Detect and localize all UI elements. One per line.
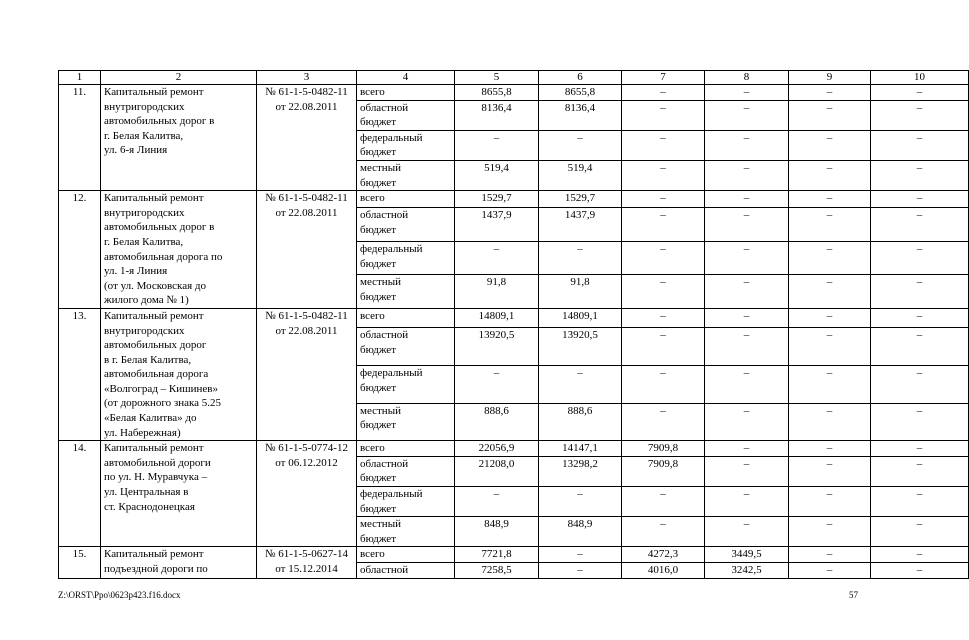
value-cell: – xyxy=(455,365,539,403)
rows.4.object-line: Капитальный ремонт xyxy=(104,548,204,561)
value-cell: 7721,8 xyxy=(455,547,539,563)
rows.2.object-line: внутригородских xyxy=(104,324,185,337)
value-cell: – xyxy=(871,130,969,160)
rows.3.sub.2.src-line: федеральный xyxy=(360,488,423,501)
value-cell: – xyxy=(871,365,969,403)
funding-source xyxy=(357,403,455,441)
value-cell: – xyxy=(789,563,871,579)
rows.1.sub.1.src-line: бюджет xyxy=(360,224,396,237)
col-header-3: 3 xyxy=(257,71,357,85)
value-cell: – xyxy=(789,365,871,403)
rows.2.sub.2.src-line: бюджет xyxy=(360,381,396,394)
rows.1.object-line: г. Белая Калитва, xyxy=(104,235,184,248)
rows.1.sub.0.src-line: всего xyxy=(360,192,385,205)
object-description xyxy=(101,547,257,578)
rows.3.sub.1.src-line: областной xyxy=(360,457,409,470)
rows.1.doc-line: от 22.08.2011 xyxy=(275,206,338,219)
rows.1.object-line: (от ул. Московская до xyxy=(104,279,207,292)
rows.0.object-line: Капитальный ремонт xyxy=(104,86,204,98)
rows.2.sub.3.src-line: бюджет xyxy=(360,419,396,432)
value-cell: – xyxy=(622,208,705,241)
value-cell: 7909,8 xyxy=(622,441,705,457)
value-cell: – xyxy=(789,130,871,160)
rows.3.sub.0.src-line: всего xyxy=(360,442,385,455)
rows.1.sub.3.src-line: бюджет xyxy=(360,291,396,303)
funding-source xyxy=(357,487,455,517)
budget-table xyxy=(58,70,969,579)
funding-source xyxy=(357,456,455,486)
rows.1.object-line: жилого дома № 1) xyxy=(104,294,189,307)
value-cell: – xyxy=(622,275,705,309)
value-cell: – xyxy=(871,487,969,517)
rows.0.doc-line: № 61-1-5-0482-11 xyxy=(265,86,348,98)
rows.1.object-line: ул. 1-я Линия xyxy=(104,265,168,278)
value-cell: 4016,0 xyxy=(622,563,705,579)
rows.2.doc-line: от 22.08.2011 xyxy=(275,324,338,337)
value-cell: – xyxy=(539,241,622,274)
footer-file-path: Z:\ORST\Ppo\0623p423.f16.docx xyxy=(58,590,181,600)
value-cell: 8655,8 xyxy=(455,85,539,101)
rows.1.sub.3.src-line: местный xyxy=(360,276,401,289)
value-cell: – xyxy=(705,403,789,441)
rows.2.sub.2.src-line: федеральный xyxy=(360,366,423,379)
value-cell: 14147,1 xyxy=(539,441,622,457)
value-cell: – xyxy=(539,547,622,563)
object-description xyxy=(101,308,257,440)
value-cell: – xyxy=(622,191,705,208)
value-cell: – xyxy=(705,130,789,160)
funding-source xyxy=(357,441,455,457)
rows.3.object-line: Капитальный ремонт xyxy=(104,442,204,455)
value-cell: 519,4 xyxy=(539,160,622,190)
value-cell: – xyxy=(871,160,969,190)
value-cell: 848,9 xyxy=(539,517,622,547)
value-cell: – xyxy=(871,456,969,486)
value-cell: 8136,4 xyxy=(539,100,622,130)
rows.2.object-line: «Волгоград – Кишинев» xyxy=(104,382,218,395)
rows.3.object-line: автомобильной дороги xyxy=(104,456,211,469)
funding-source xyxy=(357,100,455,130)
value-cell: – xyxy=(871,517,969,547)
value-cell: – xyxy=(871,441,969,457)
table-row xyxy=(59,547,969,563)
value-cell: 888,6 xyxy=(455,403,539,441)
value-cell: – xyxy=(871,100,969,130)
value-cell: – xyxy=(705,456,789,486)
value-cell: 3242,5 xyxy=(705,563,789,579)
funding-source xyxy=(357,275,455,309)
funding-source xyxy=(357,547,455,563)
row-number: 15. xyxy=(59,547,101,578)
rows.0.sub.2.src-line: бюджет xyxy=(360,146,396,159)
value-cell: 13920,5 xyxy=(455,328,539,366)
table-row xyxy=(59,441,969,457)
document-reference xyxy=(257,85,357,191)
rows.3.doc-line: от 06.12.2012 xyxy=(275,456,338,469)
row-number: 12. xyxy=(59,191,101,309)
rows.3.sub.3.src-line: местный xyxy=(360,518,401,531)
row-number: 14. xyxy=(59,441,101,547)
rows.0.sub.1.src-line: областной xyxy=(360,101,409,114)
rows.0.sub.3.src-line: местный xyxy=(360,161,401,174)
table-row xyxy=(59,191,969,208)
value-cell: – xyxy=(789,191,871,208)
object-description xyxy=(101,441,257,547)
value-cell: – xyxy=(705,85,789,101)
rows.4.sub.0.src-line: всего xyxy=(360,548,385,561)
rows.0.object-line: г. Белая Калитва, xyxy=(104,129,184,142)
rows.3.sub.2.src-line: бюджет xyxy=(360,502,396,515)
rows.1.sub.2.src-line: бюджет xyxy=(360,257,396,270)
value-cell: – xyxy=(705,160,789,190)
rows.1.object-line: Капитальный ремонт xyxy=(104,192,204,205)
value-cell: – xyxy=(622,487,705,517)
funding-source xyxy=(357,563,455,579)
value-cell: 7909,8 xyxy=(622,456,705,486)
value-cell: – xyxy=(871,208,969,241)
col-header-5: 5 xyxy=(455,71,539,85)
document-reference xyxy=(257,308,357,440)
rows.0.sub.1.src-line: бюджет xyxy=(360,116,396,129)
value-cell: – xyxy=(789,441,871,457)
value-cell: – xyxy=(455,130,539,160)
value-cell: – xyxy=(789,487,871,517)
rows.2.sub.1.src-line: бюджет xyxy=(360,343,396,356)
value-cell: 7258,5 xyxy=(455,563,539,579)
footer-page-number: 57 xyxy=(849,590,858,600)
row-number: 13. xyxy=(59,308,101,440)
value-cell: 848,9 xyxy=(455,517,539,547)
value-cell: – xyxy=(789,403,871,441)
rows.0.object-line: ул. 6-я Линия xyxy=(104,144,168,157)
funding-source xyxy=(357,308,455,327)
value-cell: – xyxy=(622,160,705,190)
rows.0.sub.2.src-line: федеральный xyxy=(360,131,423,144)
value-cell: – xyxy=(871,563,969,579)
value-cell: – xyxy=(789,100,871,130)
value-cell: – xyxy=(539,130,622,160)
rows.2.object-line: автомобильных дорог xyxy=(104,339,207,352)
value-cell: – xyxy=(705,275,789,309)
value-cell: – xyxy=(622,130,705,160)
value-cell: – xyxy=(871,241,969,274)
value-cell: 3449,5 xyxy=(705,547,789,563)
header-row xyxy=(59,71,969,85)
value-cell: – xyxy=(622,85,705,101)
rows.3.object-line: по ул. Н. Муравчука – xyxy=(104,471,208,484)
value-cell: 888,6 xyxy=(539,403,622,441)
value-cell: 1529,7 xyxy=(539,191,622,208)
value-cell: – xyxy=(539,365,622,403)
rows.0.sub.3.src-line: бюджет xyxy=(360,176,396,189)
value-cell: – xyxy=(705,191,789,208)
rows.4.doc-line: от 15.12.2014 xyxy=(275,563,338,575)
rows.3.object-line: ст. Краснодонецкая xyxy=(104,500,195,513)
rows.3.sub.3.src-line: бюджет xyxy=(360,532,396,545)
value-cell: – xyxy=(871,275,969,309)
funding-source xyxy=(357,328,455,366)
funding-source xyxy=(357,365,455,403)
rows.2.sub.3.src-line: местный xyxy=(360,404,401,417)
value-cell: – xyxy=(871,403,969,441)
col-header-9: 9 xyxy=(789,71,871,85)
col-header-7: 7 xyxy=(622,71,705,85)
value-cell: – xyxy=(455,241,539,274)
col-header-1: 1 xyxy=(59,71,101,85)
value-cell: – xyxy=(539,563,622,579)
value-cell: 14809,1 xyxy=(539,308,622,327)
value-cell: 8655,8 xyxy=(539,85,622,101)
value-cell: – xyxy=(789,328,871,366)
value-cell: 13298,2 xyxy=(539,456,622,486)
col-header-8: 8 xyxy=(705,71,789,85)
rows.3.object-line: ул. Центральная в xyxy=(104,486,189,499)
value-cell: – xyxy=(705,208,789,241)
value-cell: – xyxy=(705,517,789,547)
document-reference xyxy=(257,191,357,309)
value-cell: – xyxy=(705,441,789,457)
rows.1.object-line: автомобильная дорога по xyxy=(104,250,223,263)
value-cell: – xyxy=(622,308,705,327)
value-cell: – xyxy=(705,241,789,274)
rows.2.object-line: (от дорожного знака 5.25 xyxy=(104,397,222,410)
value-cell: – xyxy=(705,365,789,403)
value-cell: – xyxy=(705,100,789,130)
value-cell: – xyxy=(789,517,871,547)
value-cell: 1529,7 xyxy=(455,191,539,208)
rows.3.doc-line: № 61-1-5-0774-12 xyxy=(265,442,348,455)
value-cell: – xyxy=(705,308,789,327)
value-cell: – xyxy=(789,208,871,241)
value-cell: – xyxy=(622,328,705,366)
value-cell: – xyxy=(622,100,705,130)
rows.1.object-line: внутригородских xyxy=(104,206,185,219)
value-cell: – xyxy=(789,456,871,486)
rows.1.sub.1.src-line: областной xyxy=(360,209,409,222)
rows.4.sub.1.src-line: областной xyxy=(360,564,409,576)
value-cell: – xyxy=(789,241,871,274)
value-cell: – xyxy=(622,403,705,441)
document-reference xyxy=(257,547,357,578)
value-cell: – xyxy=(871,547,969,563)
value-cell: – xyxy=(622,517,705,547)
funding-source xyxy=(357,160,455,190)
value-cell: – xyxy=(539,487,622,517)
rows.2.object-line: Капитальный ремонт xyxy=(104,309,204,322)
funding-source xyxy=(357,241,455,274)
rows.2.object-line: автомобильная дорога xyxy=(104,368,209,381)
value-cell: 13920,5 xyxy=(539,328,622,366)
value-cell: – xyxy=(871,328,969,366)
value-cell: 519,4 xyxy=(455,160,539,190)
value-cell: 1437,9 xyxy=(539,208,622,241)
value-cell: 4272,3 xyxy=(622,547,705,563)
rows.3.sub.1.src-line: бюджет xyxy=(360,472,396,485)
rows.2.object-line: «Белая Калитва» до xyxy=(104,412,197,425)
value-cell: 91,8 xyxy=(455,275,539,309)
value-cell: – xyxy=(871,85,969,101)
col-header-2: 2 xyxy=(101,71,257,85)
object-description xyxy=(101,85,257,191)
value-cell: – xyxy=(789,275,871,309)
rows.1.object-line: автомобильных дорог в xyxy=(104,221,215,234)
funding-source xyxy=(357,208,455,241)
value-cell: – xyxy=(705,487,789,517)
rows.2.sub.0.src-line: всего xyxy=(360,309,385,322)
rows.0.doc-line: от 22.08.2011 xyxy=(275,100,338,113)
row-number: 11. xyxy=(59,85,101,191)
value-cell: – xyxy=(871,308,969,327)
rows.4.object-line: подъездной дороги по xyxy=(104,563,208,575)
rows.2.sub.1.src-line: областной xyxy=(360,329,409,342)
value-cell: – xyxy=(789,547,871,563)
table-row xyxy=(59,308,969,327)
value-cell: – xyxy=(622,241,705,274)
value-cell: – xyxy=(789,160,871,190)
col-header-6: 6 xyxy=(539,71,622,85)
value-cell: 21208,0 xyxy=(455,456,539,486)
col-header-4: 4 xyxy=(357,71,455,85)
rows.1.doc-line: № 61-1-5-0482-11 xyxy=(265,192,348,205)
value-cell: – xyxy=(871,191,969,208)
value-cell: 91,8 xyxy=(539,275,622,309)
object-description xyxy=(101,191,257,309)
value-cell: 14809,1 xyxy=(455,308,539,327)
table-row xyxy=(59,85,969,101)
funding-source xyxy=(357,517,455,547)
value-cell: 22056,9 xyxy=(455,441,539,457)
rows.1.sub.2.src-line: федеральный xyxy=(360,242,423,255)
document-reference xyxy=(257,441,357,547)
rows.0.object-line: внутригородских xyxy=(104,100,185,113)
rows.0.object-line: автомобильных дорог в xyxy=(104,115,215,128)
rows.0.sub.0.src-line: всего xyxy=(360,86,385,98)
rows.4.doc-line: № 61-1-5-0627-14 xyxy=(265,548,348,561)
table-body xyxy=(59,71,969,579)
value-cell: – xyxy=(789,308,871,327)
funding-source xyxy=(357,191,455,208)
funding-source xyxy=(357,85,455,101)
value-cell: 8136,4 xyxy=(455,100,539,130)
value-cell: – xyxy=(622,365,705,403)
rows.2.object-line: ул. Набережная) xyxy=(104,426,181,439)
value-cell: 1437,9 xyxy=(455,208,539,241)
value-cell: – xyxy=(705,328,789,366)
value-cell: – xyxy=(455,487,539,517)
col-header-10: 10 xyxy=(871,71,969,85)
value-cell: – xyxy=(789,85,871,101)
funding-source xyxy=(357,130,455,160)
rows.2.doc-line: № 61-1-5-0482-11 xyxy=(265,309,348,322)
rows.2.object-line: в г. Белая Калитва, xyxy=(104,353,192,366)
